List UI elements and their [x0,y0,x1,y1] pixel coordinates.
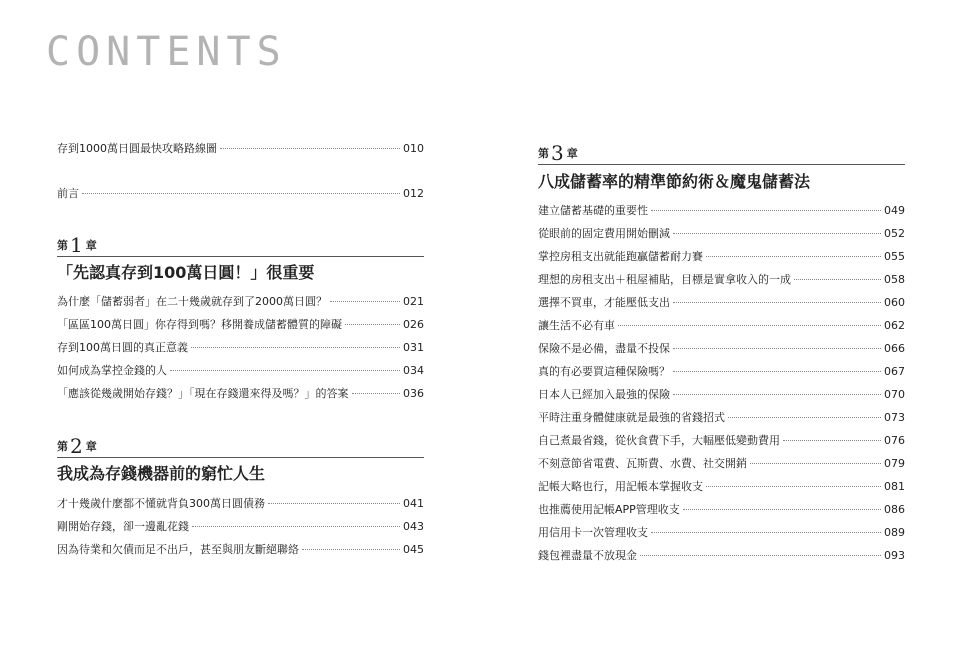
entry-title: 真的有必要買這種保險嗎？ [538,365,670,378]
chapter-1-header [57,232,424,257]
toc-entry[interactable] [538,479,905,495]
entry-page: 041 [403,497,424,510]
toc-entry[interactable] [538,341,905,357]
entry-title: 掌控房租支出就能跑贏儲蓄耐力賽 [538,250,703,263]
toc-entry[interactable] [538,226,905,242]
toc-entry[interactable] [538,410,905,426]
toc-entry[interactable] [57,141,424,157]
chapter-1-title: 「先認真存到100萬日圓！」很重要 [57,263,315,282]
entry-page: 034 [403,364,424,377]
dot-leader [673,302,881,303]
chapter-suffix: 章 [85,440,97,453]
toc-entry[interactable] [57,186,424,202]
chapter-2-title: 我成為存錢機器前的窮忙人生 [57,464,266,483]
entry-title: 用信用卡一次管理收支 [538,526,648,539]
entry-page: 081 [884,480,905,493]
entry-title: 記帳大略也行，用記帳本掌握收支 [538,480,703,493]
dot-leader [683,509,881,510]
entry-title: 選擇不買車，才能壓低支出 [538,296,670,309]
entry-title: 才十幾歲什麼都不懂就背負300萬日圓債務 [57,497,265,510]
entry-page: 012 [403,187,424,200]
dot-leader [651,210,881,211]
chapter-3-header [538,140,905,165]
entry-page: 045 [403,543,424,556]
chapter-prefix: 第 [538,147,549,160]
toc-entry[interactable] [538,318,905,334]
entry-page: 031 [403,341,424,354]
entry-title: 剛開始存錢，卻一邊亂花錢 [57,520,189,533]
entry-page: 066 [884,342,905,355]
entry-title: 讓生活不必有車 [538,319,615,332]
chapter-suffix: 章 [85,239,97,252]
entry-page: 043 [403,520,424,533]
entry-title: 錢包裡盡量不放現金 [538,549,637,562]
toc-entry[interactable] [538,387,905,403]
entry-title: 「應該從幾歲開始存錢？」「現在存錢還來得及嗎？」的答案 [57,387,349,400]
toc-entry[interactable] [538,272,905,288]
entry-page: 076 [884,434,905,447]
dot-leader [82,193,400,194]
toc-entry[interactable] [538,502,905,518]
entry-page: 062 [884,319,905,332]
dot-leader [302,549,400,550]
dot-leader [673,233,881,234]
toc-entry[interactable] [57,294,424,310]
chapter-prefix: 第 [57,239,68,252]
entry-title: 存到1000萬日圓最快攻略路線圖 [57,142,217,155]
dot-leader [706,486,881,487]
chapter-number: 2 [70,434,83,458]
contents-heading: CONTENTS [46,29,287,75]
toc-entry[interactable] [57,340,424,356]
toc-entry[interactable] [57,363,424,379]
entry-page: 036 [403,387,424,400]
entry-title: 為什麼「儲蓄弱者」在二十幾歲就存到了2000萬日圓？ [57,295,327,308]
entry-title: 如何成為掌控金錢的人 [57,364,167,377]
entry-page: 073 [884,411,905,424]
entry-page: 060 [884,296,905,309]
dot-leader [330,301,400,302]
toc-entry[interactable] [57,542,424,558]
entry-page: 070 [884,388,905,401]
entry-page: 010 [403,142,424,155]
entry-title: 「區區100萬日圓」你存得到嗎？移開養成儲蓄體質的障礙 [57,318,342,331]
toc-entry[interactable] [538,433,905,449]
dot-leader [345,324,400,325]
entry-page: 058 [884,273,905,286]
entry-title: 平時注重身體健康就是最強的省錢招式 [538,411,725,424]
entry-page: 067 [884,365,905,378]
dot-leader [618,325,881,326]
entry-title: 存到100萬日圓的真正意義 [57,341,188,354]
entry-page: 086 [884,503,905,516]
entry-page: 089 [884,526,905,539]
entry-page: 049 [884,204,905,217]
dot-leader [220,148,400,149]
entry-title: 也推薦使用記帳APP管理收支 [538,503,680,516]
dot-leader [673,394,881,395]
chapter-suffix: 章 [566,147,578,160]
entry-title: 日本人已經加入最強的保險 [538,388,670,401]
dot-leader [750,463,881,464]
dot-leader [170,370,400,371]
chapter-prefix: 第 [57,440,68,453]
toc-entry[interactable] [538,548,905,564]
dot-leader [192,526,400,527]
toc-entry[interactable] [57,519,424,535]
chapter-number: 1 [70,233,83,257]
chapter-number: 3 [551,141,564,165]
entry-page: 026 [403,318,424,331]
entry-page: 093 [884,549,905,562]
toc-entry[interactable] [538,364,905,380]
dot-leader [352,393,401,394]
entry-page: 021 [403,295,424,308]
entry-title: 不刻意節省電費、瓦斯費、水費、社交開銷 [538,457,747,470]
entry-title: 建立儲蓄基礎的重要性 [538,204,648,217]
toc-entry[interactable] [538,249,905,265]
entry-page: 079 [884,457,905,470]
entry-title: 保險不是必備，盡量不投保 [538,342,670,355]
toc-entry[interactable] [538,295,905,311]
toc-entry[interactable] [538,456,905,472]
toc-entry[interactable] [538,203,905,219]
dot-leader [728,417,881,418]
entry-title: 從眼前的固定費用開始刪減 [538,227,670,240]
entry-title: 理想的房租支出＋租屋補貼，目標是實拿收入的一成 [538,273,791,286]
entry-page: 055 [884,250,905,263]
toc-entry[interactable] [57,317,424,333]
chapter-2-header [57,433,424,458]
dot-leader [794,279,881,280]
chapter-3-title: 八成儲蓄率的精準節約術＆魔鬼儲蓄法 [538,172,811,191]
entry-title: 自己煮最省錢，從伙食費下手，大幅壓低變動費用 [538,434,780,447]
dot-leader [191,347,400,348]
dot-leader [640,555,881,556]
dot-leader [268,503,400,504]
toc-entry[interactable] [57,386,424,402]
dot-leader [706,256,881,257]
entry-title: 前言 [57,187,79,200]
dot-leader [783,440,881,441]
dot-leader [651,532,881,533]
dot-leader [673,371,881,372]
toc-entry[interactable] [57,496,424,512]
toc-entry[interactable] [538,525,905,541]
dot-leader [673,348,881,349]
entry-page: 052 [884,227,905,240]
entry-title: 因為待業和欠債而足不出戶，甚至與朋友斷絕聯絡 [57,543,299,556]
